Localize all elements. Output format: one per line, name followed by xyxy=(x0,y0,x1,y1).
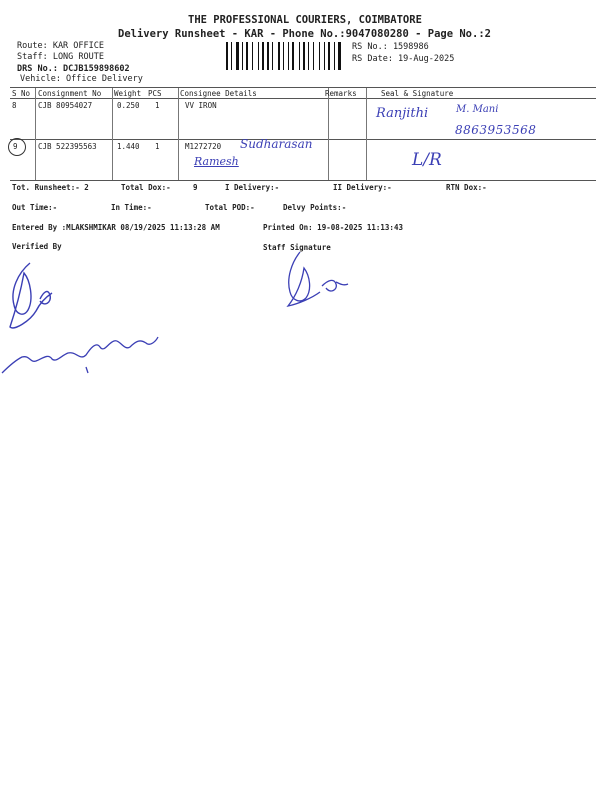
barcode-bar xyxy=(313,42,314,70)
route-info: Route: KAR OFFICE xyxy=(17,41,104,51)
table-top-line-right xyxy=(328,87,596,88)
printed-on: Printed On: 19-08-2025 11:13:43 xyxy=(263,223,403,232)
barcode-bar xyxy=(292,42,294,70)
consignee-cell: VV IRON xyxy=(185,101,217,110)
barcode-bar xyxy=(315,42,318,70)
barcode-bar xyxy=(310,42,312,70)
out-time: Out Time:- xyxy=(12,203,58,212)
barcode-bar xyxy=(336,42,337,70)
barcode-bar xyxy=(326,42,327,70)
col-divider xyxy=(112,88,113,180)
col-divider xyxy=(178,88,179,180)
table-bottom-line xyxy=(10,180,596,181)
drs-number: DRS No.: DCJB159898602 xyxy=(17,64,130,74)
barcode-bar xyxy=(278,42,280,70)
barcode-bar xyxy=(254,42,257,70)
col-divider xyxy=(328,88,329,180)
barcode-bar xyxy=(244,42,245,70)
barcode-bar xyxy=(306,42,307,70)
col-divider xyxy=(366,88,367,180)
column-header: Consignee Details xyxy=(180,89,257,98)
barcode-bar xyxy=(319,42,320,70)
barcode-bar xyxy=(274,42,277,70)
barcode-bar xyxy=(290,42,291,70)
barcode-bar xyxy=(324,42,325,70)
handwritten-name: Sudharasan xyxy=(240,137,313,151)
barcode-bar xyxy=(260,42,261,70)
vehicle-info: Vehicle: Office Delivery xyxy=(20,74,143,84)
barcode-bar xyxy=(252,42,253,70)
page-subtitle: Delivery Runsheet - KAR - Phone No.:9047080280 - Page No.:2 xyxy=(118,28,491,40)
col-divider xyxy=(35,88,36,180)
barcode-bar xyxy=(338,42,341,70)
barcode-bar xyxy=(246,42,248,70)
pcs-cell: 1 xyxy=(155,101,160,110)
barcode-bar xyxy=(240,42,241,70)
barcode-bar xyxy=(249,42,251,70)
rs-number: RS No.: 1598986 xyxy=(352,42,429,52)
barcode-bar xyxy=(236,42,239,70)
barcode-bar xyxy=(272,42,273,70)
in-time: In Time:- xyxy=(111,203,152,212)
barcode-bar xyxy=(288,42,289,70)
table-header-line xyxy=(10,98,596,99)
staff-signature-label: Staff Signature xyxy=(263,243,331,252)
staff-info: Staff: LONG ROUTE xyxy=(17,52,104,62)
handwritten-signature: L/R xyxy=(412,150,442,170)
barcode xyxy=(226,42,348,70)
barcode-bar xyxy=(233,42,235,70)
consignment-cell: CJB 80954027 xyxy=(38,101,93,110)
barcode-bar xyxy=(229,42,230,70)
column-header: Consignment No xyxy=(38,89,102,98)
handwritten-name: Ramesh xyxy=(194,155,239,168)
barcode-bar xyxy=(242,42,243,70)
barcode-bar xyxy=(231,42,232,70)
rtn-dox: RTN Dox:- xyxy=(446,183,487,192)
total-dox-value: 9 xyxy=(193,183,198,192)
entered-by: Entered By :MLAKSHMIKAR 08/19/2025 11:13:28 AM xyxy=(12,223,220,232)
barcode-bar xyxy=(265,42,266,70)
verified-by-label: Verified By xyxy=(12,242,62,251)
barcode-bar xyxy=(270,42,271,70)
handwritten-name: M. Mani xyxy=(456,104,499,115)
barcode-bar xyxy=(308,42,309,70)
handwritten-phone: 8863953568 xyxy=(455,123,537,137)
verified-signature xyxy=(0,255,170,385)
barcode-bar xyxy=(301,42,302,70)
sno-cell: 9 xyxy=(13,142,18,151)
pcs-cell: 1 xyxy=(155,142,160,151)
weight-cell: 0.250 xyxy=(117,101,140,110)
barcode-bar xyxy=(226,42,228,70)
barcode-bar xyxy=(328,42,330,70)
barcode-bar xyxy=(267,42,269,70)
barcode-bar xyxy=(299,42,300,70)
barcode-bar xyxy=(295,42,298,70)
column-header: PCS xyxy=(148,89,162,98)
barcode-bar xyxy=(258,42,259,70)
consignee-cell: M1272720 xyxy=(185,142,222,151)
barcode-bar xyxy=(342,42,343,70)
barcode-bar xyxy=(303,42,305,70)
barcode-bar xyxy=(321,42,323,70)
barcode-bar xyxy=(331,42,333,70)
total-dox-label: Total Dox:- xyxy=(121,183,171,192)
weight-cell: 1.440 xyxy=(117,142,140,151)
column-header: S No xyxy=(12,89,31,98)
page-title: THE PROFESSIONAL COURIERS, COIMBATORE xyxy=(188,14,422,26)
rs-date: RS Date: 19-Aug-2025 xyxy=(352,54,455,64)
staff-signature xyxy=(280,248,360,312)
column-header: Remarks xyxy=(325,89,357,98)
barcode-bar xyxy=(285,42,287,70)
ii-delivery: II Delivery:- xyxy=(333,183,392,192)
handwritten-signature: Ranjithi xyxy=(376,106,429,121)
i-delivery: I Delivery:- xyxy=(225,183,280,192)
delvy-points: Delvy Points:- xyxy=(283,203,347,212)
total-pod: Total POD:- xyxy=(205,203,255,212)
total-runsheet: Tot. Runsheet:- 2 xyxy=(12,183,89,192)
consignment-cell: CJB 522395563 xyxy=(38,142,97,151)
sno-cell: 8 xyxy=(12,101,17,110)
column-header: Seal & Signature xyxy=(381,89,454,98)
column-header: Weight xyxy=(114,89,142,98)
barcode-bar xyxy=(283,42,284,70)
barcode-bar xyxy=(262,42,264,70)
barcode-bar xyxy=(281,42,282,70)
barcode-bar xyxy=(334,42,335,70)
